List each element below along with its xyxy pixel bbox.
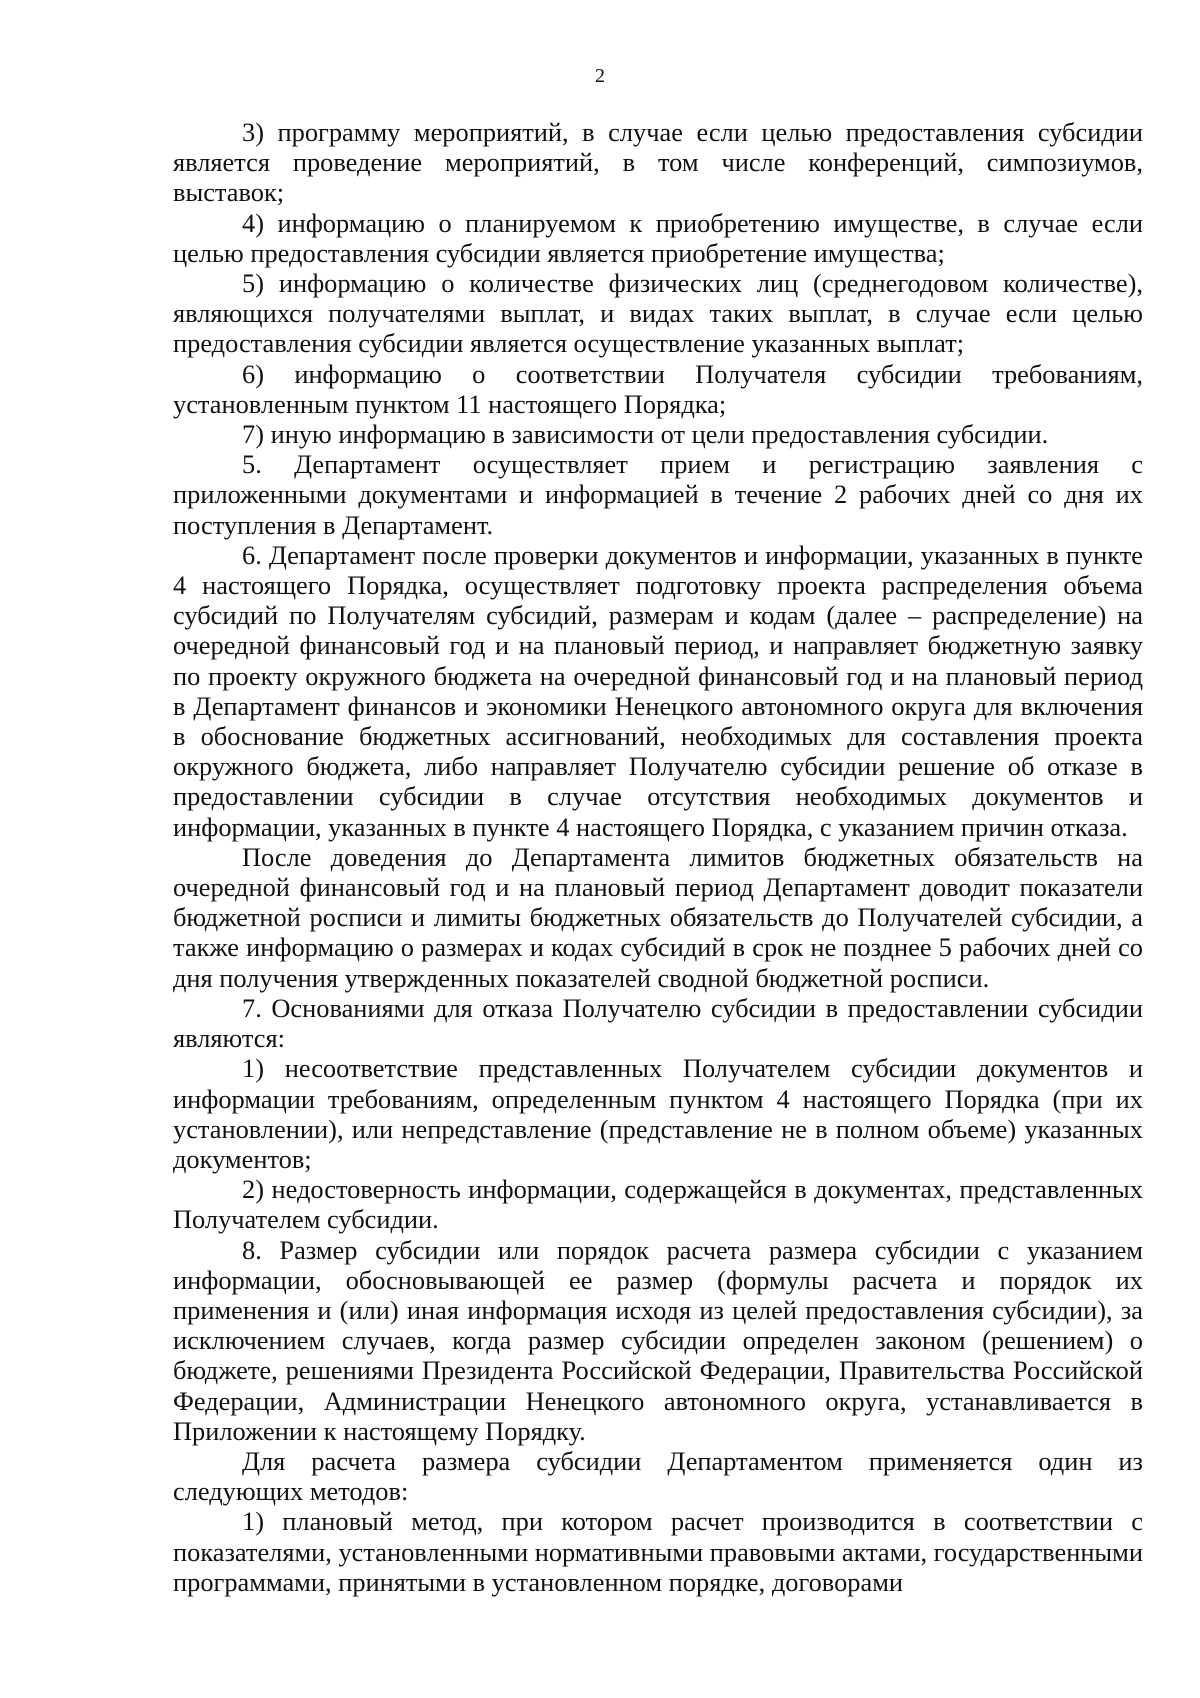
- paragraph-clause-6-limits: После доведения до Департамента лимитов бюджетных обязательств на очередной финансовый год и на плановый период Департамент доводит показатели бюджетной росписи и лимиты бюджетных обязательств до Получателей субсидии, а также информацию о размерах и кодах субсидий в срок не позднее 5 рабочих дней со дня получения утвержденных показателей сводной бюджетной росписи.: [173, 841, 1143, 993]
- document-body: [173, 117, 1143, 1597]
- paragraph-refusal-ground-2: 2) недостоверность информации, содержащейся в документах, представленных Получателем субсидии.: [173, 1174, 1143, 1235]
- paragraph-clause-6: 6. Департамент после проверки документов и информации, указанных в пункте 4 настоящего Порядка, осуществляет подготовку проекта распределения объема субсидий по Получателям субсидий, размерам и кодам (далее – распределение) на очередной финансовый год и на плановый период, и направляет бюджетную заявку по проекту окружного бюджета на очередной финансовый год и на плановый период в Департамент финансов и экономики Ненецкого автономного округа для включения в обоснование бюджетных ассигнований, необходимых для составления проекта окружного бюджета, либо направляет Получателю субсидии решение об отказе в предоставлении субсидии в случае отсутствия необходимых документов и информации, указанных в пункте 4 настоящего Порядка, с указанием причин отказа.: [173, 539, 1143, 842]
- paragraph-item-3-events-program: 3) программу мероприятий, в случае если целью предоставления субсидии является проведение мероприятий, в том числе конференций, симпозиумов, выставок;: [173, 117, 1143, 208]
- paragraph-clause-5: 5. Департамент осуществляет прием и регистрацию заявления с приложенными документами и информацией в течение 2 рабочих дней со дня их поступления в Департамент.: [173, 449, 1143, 540]
- paragraph-item-7-other-info: 7) иную информацию в зависимости от цели предоставления субсидии.: [242, 419, 1049, 450]
- paragraph-calculation-methods: Для расчета размера субсидии Департаментом применяется один из следующих методов:: [173, 1445, 1143, 1507]
- page-number: 2: [595, 65, 605, 87]
- paragraph-clause-8: 8. Размер субсидии или порядок расчета размера субсидии с указанием информации, обосновывающей ее размер (формулы расчета и порядок их применения и (или) иная информация исходя из целей предоставления субсидии), за исключением случаев, когда размер субсидии определен законом (решением) о бюджете, решениями Президента Российской Федерации, Правительства Российской Федерации, Администрации Ненецкого автономного округа, устанавливается в Приложении к настоящему Порядку.: [173, 1234, 1143, 1446]
- paragraph-refusal-ground-1: 1) несоответствие представленных Получателем субсидии документов и информации требованиям, определенным пунктом 4 настоящего Порядка (при их установлении), или непредставление (представление не в полном объеме) указанных документов;: [173, 1053, 1143, 1174]
- paragraph-item-4-property-info: 4) информацию о планируемом к приобретению имуществе, в случае если целью предоставления субсидии является приобретение имущества;: [173, 207, 1143, 268]
- paragraph-planned-method: 1) плановый метод, при котором расчет производится в соответствии с показателями, установленными нормативными правовыми актами, государственными программами, принятыми в установленном порядке, договорами: [173, 1506, 1143, 1597]
- paragraph-item-5-individuals-info: 5) информацию о количестве физических лиц (среднегодовом количестве), являющихся получателями выплат, и видах таких выплат, в случае если целью предоставления субсидии является осуществление указанных выплат;: [173, 268, 1143, 359]
- paragraph-item-6-compliance-info: 6) информацию о соответствии Получателя субсидии требованиям, установленным пунктом 11 настоящего Порядка;: [173, 358, 1143, 419]
- paragraph-clause-7: 7. Основаниями для отказа Получателю субсидии в предоставлении субсидии являются:: [173, 992, 1143, 1054]
